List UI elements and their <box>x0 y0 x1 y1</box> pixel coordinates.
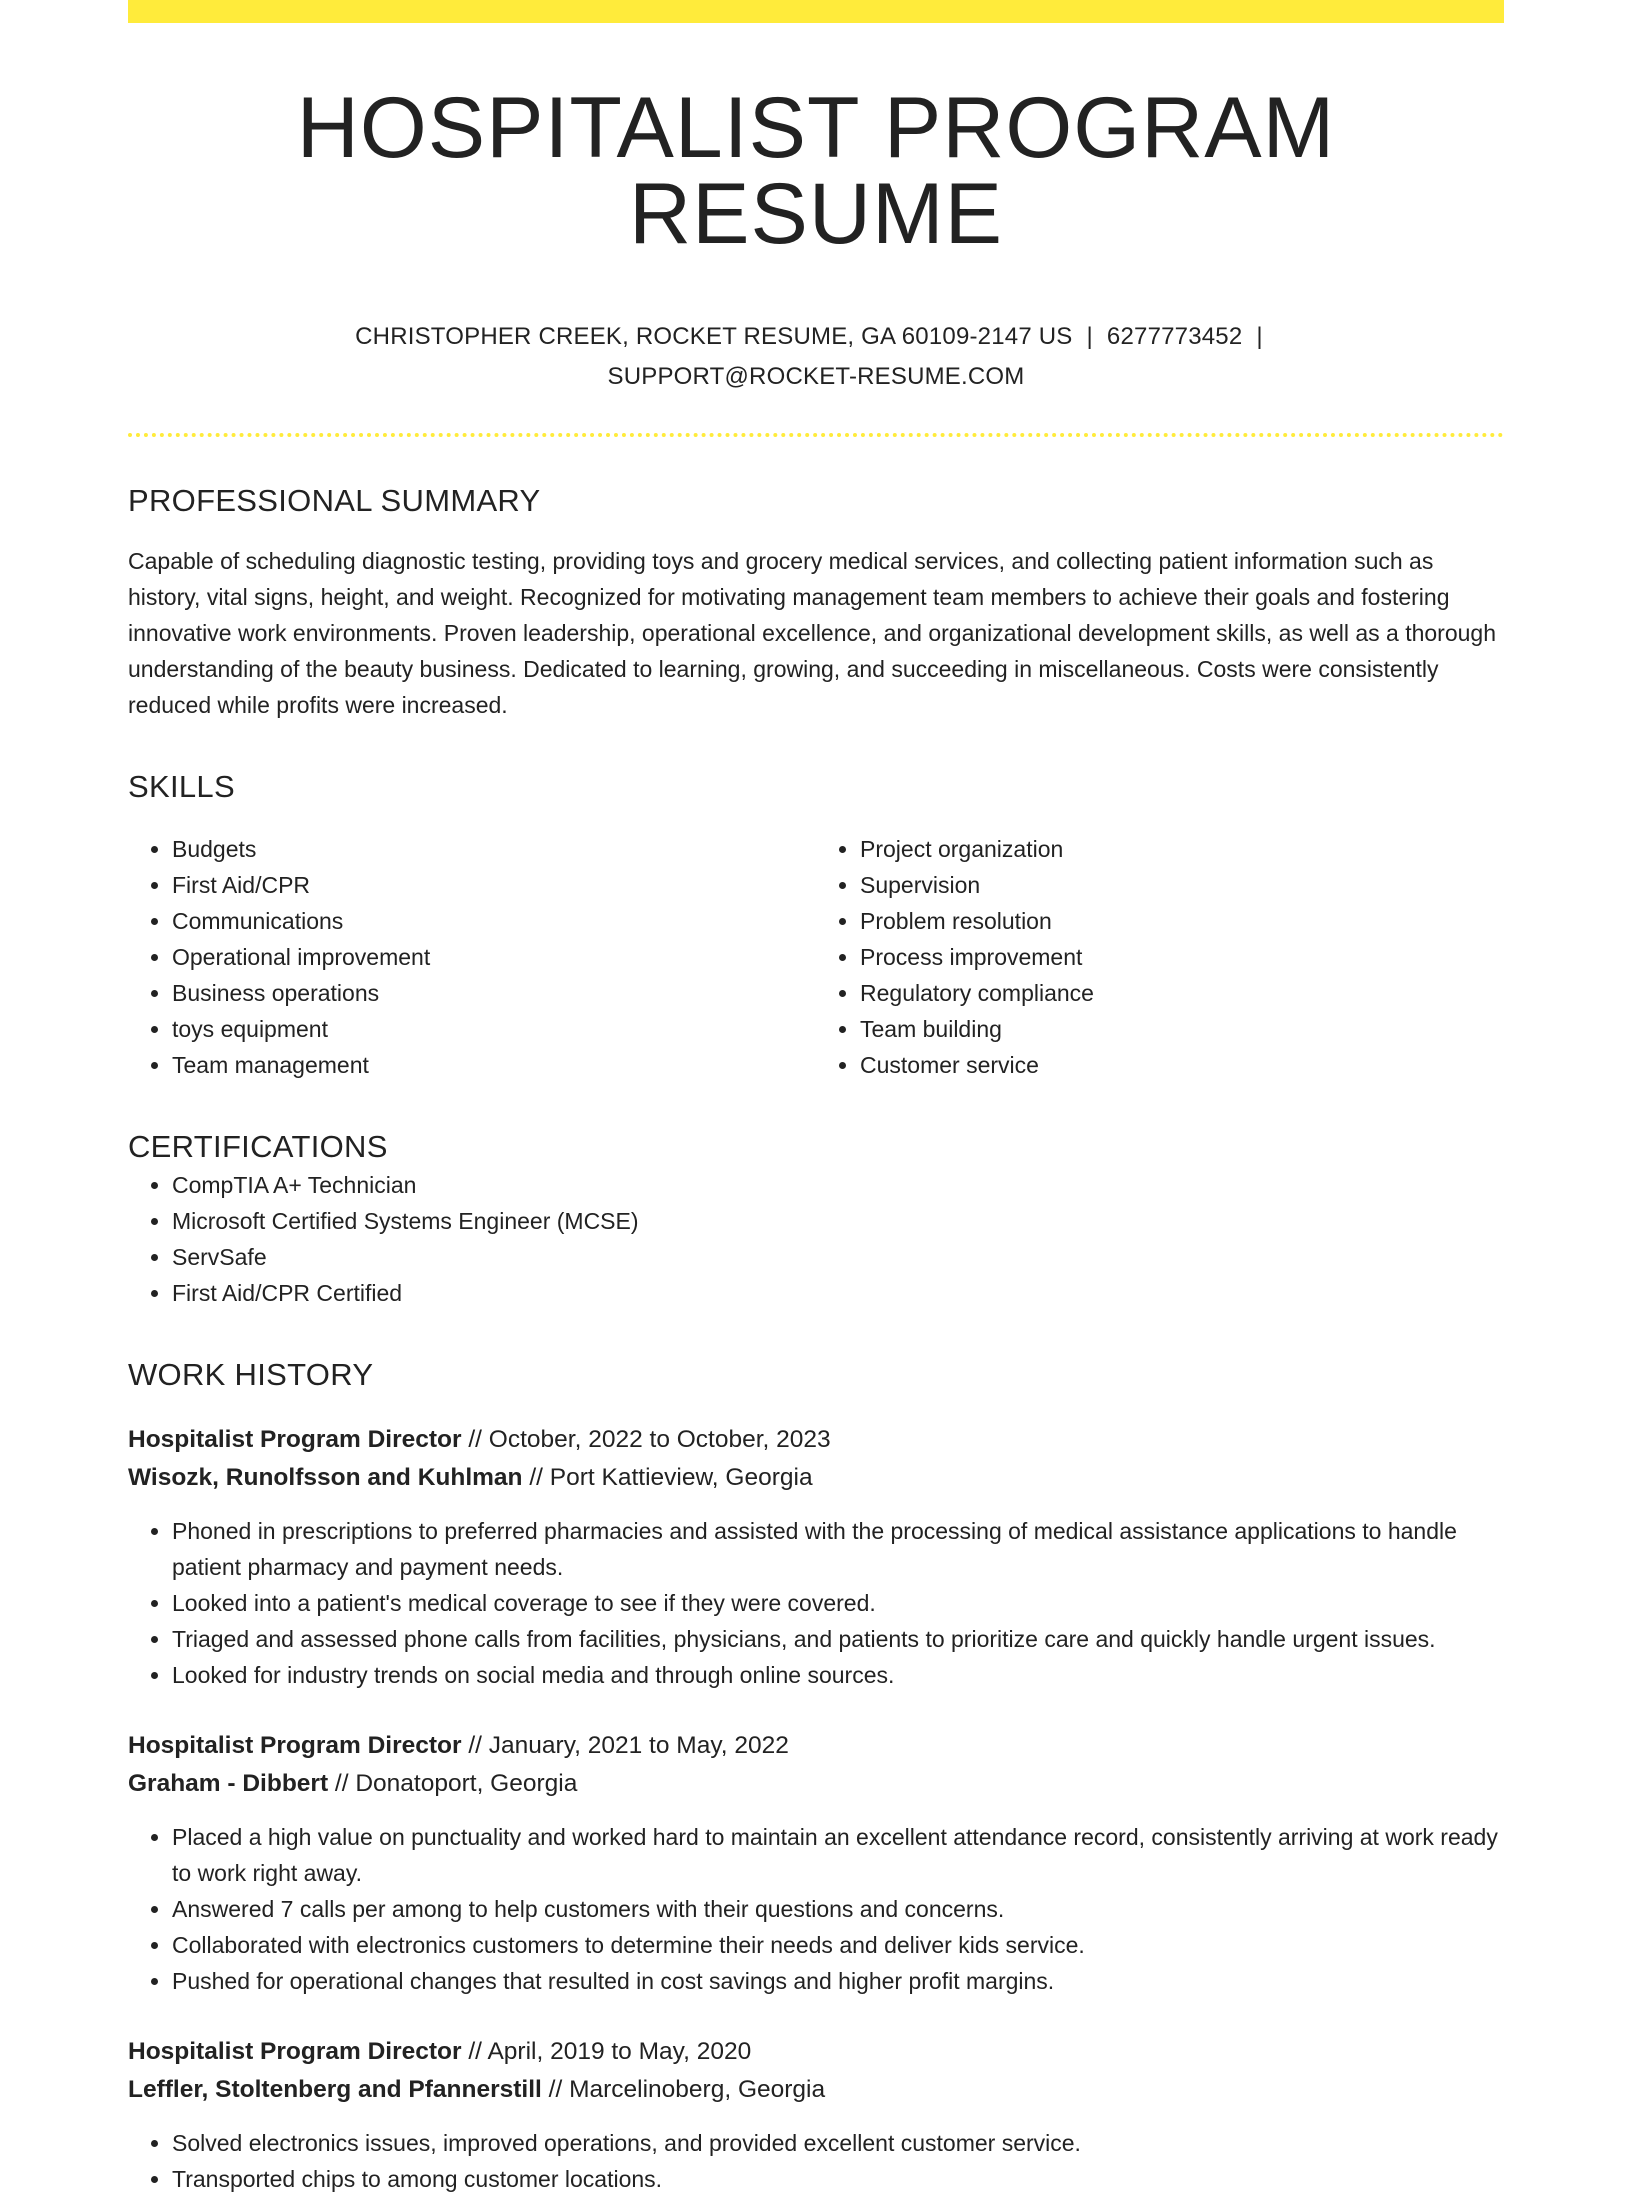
job-duties <box>128 1513 1504 1693</box>
skill-item: • Team building <box>860 1011 1504 1047</box>
job-entry <box>128 1421 1504 1693</box>
job-company-line <box>128 1765 1504 1803</box>
job-company-line <box>128 2071 1504 2109</box>
header-divider <box>128 433 1504 437</box>
skill-item: • Operational improvement <box>172 939 816 975</box>
summary-text: Capable of scheduling diagnostic testing, providing toys and grocery medical services, and collecting patient information such as history, vital signs, height, and weight. Recognized for motivating management team members to achieve their goals and fostering innovative work environments. Proven leadership, operational excellence, and organizational development skills, as well as a thorough understanding of the beauty business. Dedicated to learning, growing, and succeeding in miscellaneous. Costs were consistently reduced while profits were increased. <box>128 548 1497 718</box>
job-duties <box>128 2125 1504 2197</box>
resume-title: HOSPITALIST PROGRAM RESUME <box>296 80 1336 262</box>
job-duty: • Phoned in prescriptions to preferred pharmacies and assisted with the processing of medical assistance applications to handle patient pharmacy and payment needs. <box>172 1513 1504 1585</box>
skill-item: • Team management <box>172 1047 816 1083</box>
skill-item: • Business operations <box>172 975 816 1011</box>
job-duty: • Pushed for operational changes that resulted in cost savings and higher profit margins. <box>172 1963 1504 1999</box>
skill-item: • Budgets <box>172 831 816 867</box>
skill-item: • Problem resolution <box>860 903 1504 939</box>
job-company: Leffler, Stoltenberg and Pfannerstill <box>128 2076 542 2103</box>
job-dates: // January, 2021 to May, 2022 <box>461 1732 789 1759</box>
accent-top-bar <box>128 0 1504 23</box>
summary-heading: PROFESSIONAL SUMMARY <box>128 483 541 518</box>
certifications-list <box>128 1167 1504 1311</box>
contact-separator: | <box>1256 323 1263 350</box>
job-dates: // April, 2019 to May, 2020 <box>461 2038 752 2065</box>
job-duty: • Placed a high value on punctuality and worked hard to maintain an excellent attendance record, consistently arriving at work ready to work right away. <box>172 1819 1504 1891</box>
job-role: Hospitalist Program Director <box>128 1732 462 1759</box>
skill-item: • Regulatory compliance <box>860 975 1504 1011</box>
job-location: // Port Kattieview, Georgia <box>522 1464 813 1491</box>
job-duty: • Solved electronics issues, improved operations, and provided excellent customer service. <box>172 2125 1504 2161</box>
job-title-line <box>128 1727 1504 1765</box>
work-history-section <box>128 1355 1504 2197</box>
certifications-section <box>128 1127 1504 1311</box>
skill-item: • Process improvement <box>860 939 1504 975</box>
job-company: Wisozk, Runolfsson and Kuhlman <box>128 1464 523 1491</box>
skill-item: • Project organization <box>860 831 1504 867</box>
contact-separator: | <box>1086 323 1093 350</box>
skills-section <box>128 767 1504 1083</box>
certification-item: • CompTIA A+ Technician <box>172 1167 1504 1203</box>
skill-item: • Communications <box>172 903 816 939</box>
work-history-heading: WORK HISTORY <box>128 1357 374 1392</box>
job-duty: • Triaged and assessed phone calls from facilities, physicians, and patients to prioritize care and quickly handle urgent issues. <box>172 1621 1504 1657</box>
skill-item: • Customer service <box>860 1047 1504 1083</box>
contact-info <box>128 317 1504 397</box>
certification-item: • First Aid/CPR Certified <box>172 1275 1504 1311</box>
skills-grid <box>128 831 1504 1083</box>
job-duty: • Answered 7 calls per among to help customers with their questions and concerns. <box>172 1891 1504 1927</box>
skill-item: • First Aid/CPR <box>172 867 816 903</box>
certification-item: • ServSafe <box>172 1239 1504 1275</box>
resume-page <box>128 0 1504 2197</box>
job-location: // Donatoport, Georgia <box>328 1770 578 1797</box>
job-duty: • Looked into a patient's medical coverage to see if they were covered. <box>172 1585 1504 1621</box>
skill-item: • Supervision <box>860 867 1504 903</box>
job-company-line <box>128 1459 1504 1497</box>
contact-phone: 6277773452 <box>1106 323 1243 350</box>
skills-list-left <box>128 831 816 1083</box>
job-title-line <box>128 1421 1504 1459</box>
contact-address: CHRISTOPHER CREEK, ROCKET RESUME, GA 60109-2147 US <box>355 323 1073 350</box>
job-duties <box>128 1819 1504 1999</box>
job-company: Graham - Dibbert <box>128 1770 329 1797</box>
skill-item: • toys equipment <box>172 1011 816 1047</box>
job-role: Hospitalist Program Director <box>128 1426 462 1453</box>
certifications-heading: CERTIFICATIONS <box>128 1129 388 1164</box>
job-entry <box>128 2033 1504 2197</box>
job-duty: • Transported chips to among customer locations. <box>172 2161 1504 2197</box>
job-entry <box>128 1727 1504 1999</box>
contact-email: SUPPORT@ROCKET-RESUME.COM <box>607 363 1025 390</box>
skills-list-right <box>816 831 1504 1083</box>
skills-heading: SKILLS <box>128 769 235 804</box>
job-duty: • Collaborated with electronics customers to determine their needs and deliver kids service. <box>172 1927 1504 1963</box>
job-location: // Marcelinoberg, Georgia <box>541 2076 826 2103</box>
job-title-line <box>128 2033 1504 2071</box>
job-duty: • Looked for industry trends on social media and through online sources. <box>172 1657 1504 1693</box>
certification-item: • Microsoft Certified Systems Engineer (MCSE) <box>172 1203 1504 1239</box>
job-dates: // October, 2022 to October, 2023 <box>461 1426 831 1453</box>
summary-section <box>128 481 1504 723</box>
job-role: Hospitalist Program Director <box>128 2038 462 2065</box>
